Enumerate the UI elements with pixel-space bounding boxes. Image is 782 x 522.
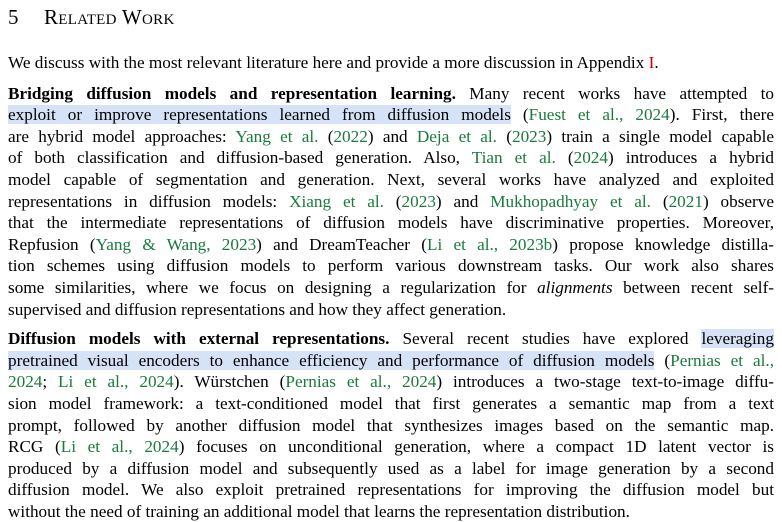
citation-link[interactable]: Xiang et al. — [289, 191, 384, 211]
text-span: Repfusion ( — [8, 234, 96, 254]
text-line: prompt, followed by another diffusion model that synthesizes images based on the semantic map. — [8, 415, 774, 435]
highlighted-text: pretrained visual encoders to enhance efficiency and performance of diffusion models — [8, 350, 655, 370]
appendix-link[interactable]: I — [648, 53, 655, 72]
citation-year-link[interactable]: 2021 — [668, 191, 703, 211]
text-span: ) and — [435, 191, 491, 211]
text-span: ) focuses on unconditional generation, where a compact 1D latent vector is — [178, 437, 774, 457]
text-span: ). First, there — [669, 105, 774, 125]
text-span: ( — [383, 191, 402, 211]
citation-year-link[interactable]: 2023 — [511, 126, 547, 146]
text-span: are hybrid model approaches: — [8, 126, 236, 146]
text-span: ( — [650, 191, 669, 211]
text-span: some similarities, where we focus on designing a regularization for — [8, 277, 538, 297]
citation-link[interactable]: Tian et al. — [471, 148, 556, 168]
text-line — [8, 328, 774, 350]
text-line: model capable of segmentation and generation. Next, several works have analyzed and exploited — [8, 169, 774, 189]
citation-link[interactable]: Yang & Wang, 2023 — [95, 234, 257, 254]
paragraph-bridging — [8, 83, 774, 321]
text-line — [8, 350, 774, 372]
citation-year-link[interactable]: 2022 — [333, 126, 368, 146]
citation-year-link[interactable]: 2023 — [401, 191, 436, 211]
text-span: Many recent works have attempted to — [455, 83, 774, 103]
paper-page — [8, 4, 774, 522]
text-span: RCG ( — [8, 437, 61, 457]
text-line — [8, 277, 774, 299]
text-span: ) introduces a two-stage text-to-image diffu- — [436, 372, 774, 392]
text-line — [8, 436, 774, 458]
text-line: sion model framework: a text-conditioned model that first generates a semantic map from a text — [8, 393, 774, 413]
text-span: ) observe — [702, 191, 774, 211]
text-line: supervised and diffusion representations and how they affect generation. — [8, 299, 507, 319]
text-span: ) propose knowledge distilla- — [552, 234, 774, 254]
text-span: ( — [496, 126, 512, 146]
section-heading — [8, 4, 774, 30]
section-number: 5 — [8, 5, 19, 29]
highlighted-text: leveraging — [701, 329, 774, 349]
citation-link[interactable]: Fuest et al., 2024 — [528, 105, 670, 125]
text-span: ( — [654, 350, 671, 370]
paragraph-heading: Diffusion models with external representations. — [8, 329, 390, 349]
text-line — [8, 83, 774, 105]
text-line — [8, 104, 774, 126]
text-span: representations in diffusion models: — [8, 191, 290, 211]
citation-link[interactable]: Li et al., 2023b — [426, 234, 553, 254]
intro-text: We discuss with the most relevant literature here and provide a more discussion in Appendix — [8, 53, 649, 72]
text-line: without the need of training an additional model that learns the representation distribution. — [8, 501, 630, 521]
text-line — [8, 52, 774, 74]
intro-paragraph — [8, 52, 774, 74]
text-span: ) and — [367, 126, 417, 146]
text-span: Several recent studies have explored — [389, 329, 702, 349]
text-span: ( — [555, 148, 574, 168]
text-span: ; — [42, 372, 59, 392]
text-line — [8, 126, 774, 148]
text-line — [8, 147, 774, 169]
text-line — [8, 234, 774, 256]
citation-link[interactable]: Li et al., 2024 — [60, 437, 179, 457]
text-span: of both classification and diffusion-based generation. Also, — [8, 148, 472, 168]
text-line: diffusion model. We also exploit pretrained representations for improving the diffusion model but — [8, 480, 774, 500]
text-span: ) train a single model capable — [546, 126, 774, 146]
citation-link[interactable]: Pernias et al., — [670, 350, 774, 370]
citation-link[interactable]: Pernias et al., 2024 — [285, 372, 437, 392]
text-span: ( — [318, 126, 334, 146]
text-span: between recent self- — [612, 277, 775, 297]
citation-year-link[interactable]: 2024 — [8, 372, 43, 392]
intro-end: . — [654, 53, 659, 72]
highlighted-text: exploit or improve representations learned from diffusion models — [8, 105, 511, 125]
text-line: tion schemes using diffusion models to perform various downstream tasks. Our work also shares — [8, 256, 774, 276]
text-span: ) introduces a hybrid — [607, 148, 774, 168]
text-span: ) and DreamTeacher ( — [256, 234, 427, 254]
citation-link[interactable]: Mukhopadhyay et al. — [490, 191, 651, 211]
paragraph-external-representations — [8, 328, 774, 522]
text-line: that the intermediate representations of diffusion models have discriminative properties. Moreover, — [8, 213, 774, 233]
text-line — [8, 191, 774, 213]
text-line: produced by a diffusion model and subsequently used as a label for image generation by a second — [8, 458, 774, 478]
text-span: ). Würstchen ( — [173, 372, 286, 392]
paragraph-heading: Bridging diffusion models and representation learning. — [8, 83, 456, 103]
emphasized-text: alignments — [537, 277, 613, 297]
citation-link[interactable]: Deja et al. — [416, 126, 497, 146]
text-line — [8, 371, 774, 393]
section-title: Related Work — [44, 5, 175, 29]
citation-link[interactable]: Yang et al. — [235, 126, 319, 146]
text-span: ( — [510, 105, 529, 125]
citation-link[interactable]: Li et al., 2024 — [58, 372, 174, 392]
citation-year-link[interactable]: 2024 — [573, 148, 608, 168]
